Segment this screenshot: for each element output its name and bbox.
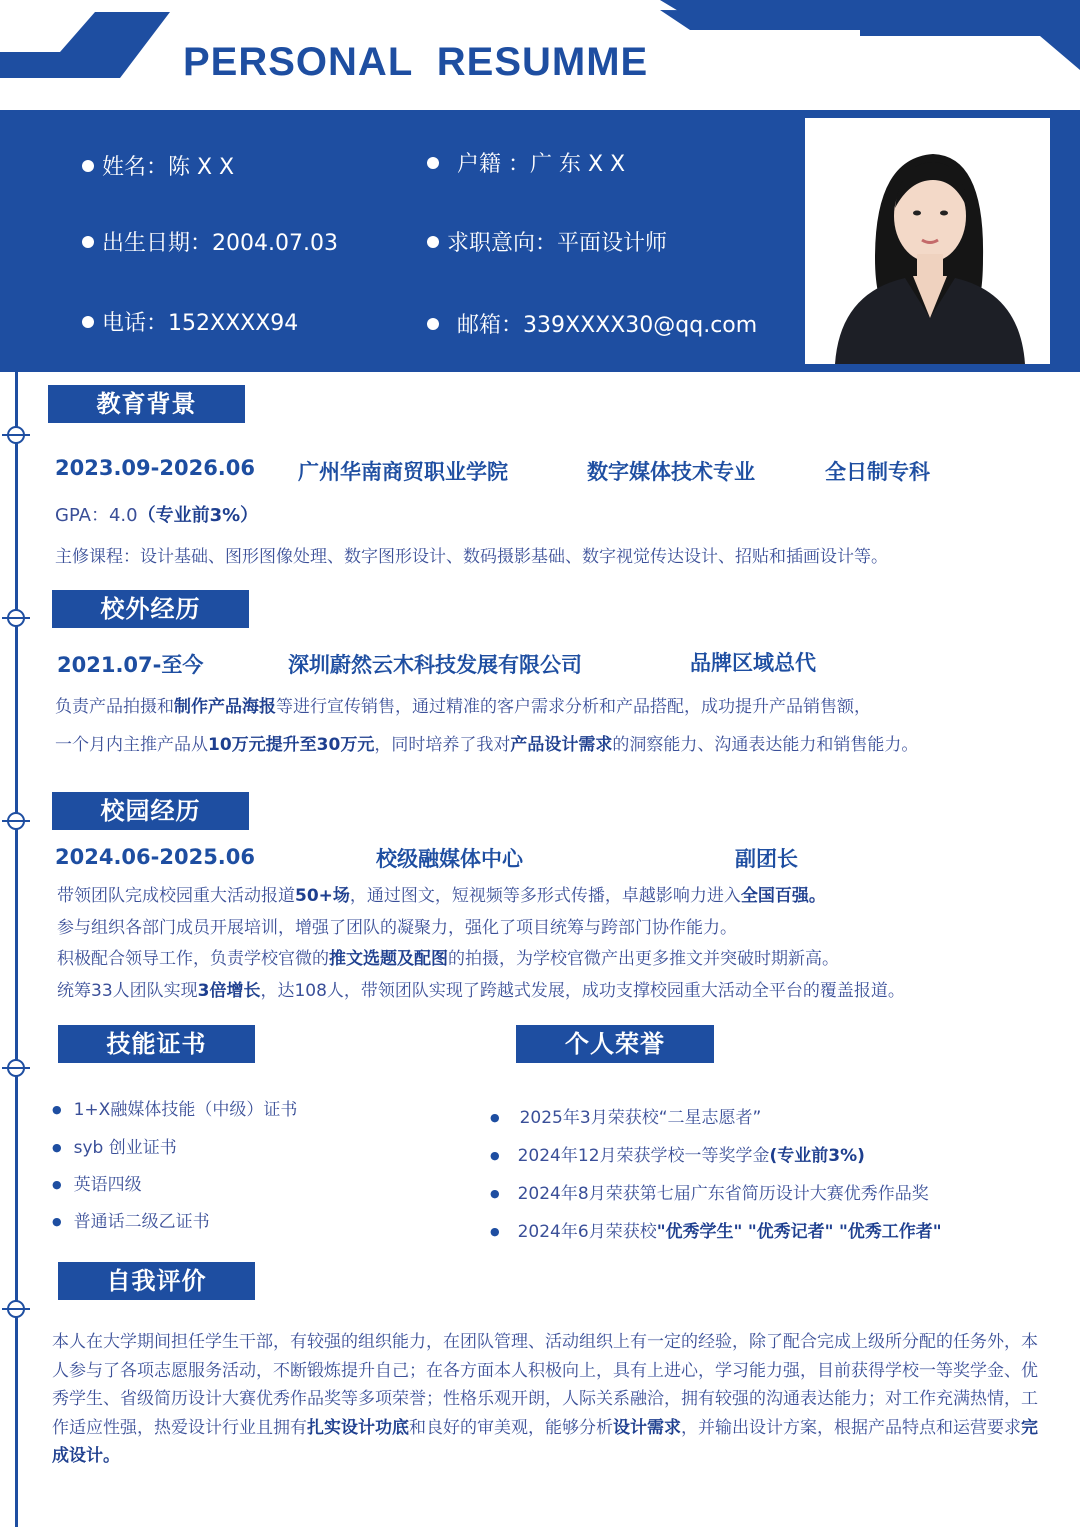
bullet-icon <box>427 236 439 248</box>
campus-role: 副团长 <box>735 847 798 871</box>
section-heading-external: 校外经历 <box>52 590 249 628</box>
campus-desc-line4: 统筹33人团队实现3倍增长，达108人，带领团队实现了跨越式发展，成功支撑校园重大活动全平台的覆盖报道。 <box>57 981 905 1001</box>
bullet-icon <box>82 316 94 328</box>
section-heading-campus: 校园经历 <box>52 792 249 830</box>
education-gpa: GPA：4.0（专业前3%） <box>55 505 259 526</box>
skill-item: ● syb 创业证书 <box>52 1133 177 1158</box>
campus-desc-line2: 参与组织各部门成员开展培训，增强了团队的凝聚力，强化了项目统筹与跨部门协作能力。 <box>57 918 737 938</box>
education-period: 2023.09-2026.06 <box>55 456 256 480</box>
self-evaluation-text: 本人在大学期间担任学生干部，有较强的组织能力，在团队管理、活动组织上有一定的经验，除了配合完成上级所分配的任务外，本人参与了各项志愿服务活动，不断锻炼提升自己；在各方面本人积极向上，具有上进心，学习能力强，目前获得学校一等奖学金、优秀学生、省级简历设计大赛优秀作品奖等多项荣誉；性格乐观开朗，人际关系融洽，拥有较强的沟通表达能力；对工作充满热情，工作适应性强，热爱设计行业且拥有扎实设计功底和良好的审美观，能够分析设计需求，并输出设计方案，根据产品特点和运营要求完成设计。 <box>52 1332 1038 1466</box>
bullet-icon <box>82 160 94 172</box>
bullet-icon <box>82 236 94 248</box>
education-degree: 全日制专科 <box>825 460 930 484</box>
section-heading-skills: 技能证书 <box>58 1025 255 1063</box>
timeline-line <box>15 372 18 1527</box>
skill-item: ● 1+X融媒体技能（中级）证书 <box>52 1095 297 1120</box>
external-role: 品牌区域总代 <box>690 651 816 675</box>
section-heading-self: 自我评价 <box>58 1262 255 1300</box>
skill-item: ● 普通话二级乙证书 <box>52 1207 210 1232</box>
timeline-node <box>7 812 25 830</box>
honor-item: ● 2024年12月荣获学校一等奖学金(专业前3%) <box>490 1141 865 1166</box>
honor-item: ● 2025年3月荣获校“二星志愿者” <box>490 1103 761 1128</box>
info-birth: 出生日期：2004.07.03 <box>82 226 338 257</box>
education-major: 数字媒体技术专业 <box>587 460 755 484</box>
timeline-node <box>7 1059 25 1077</box>
honor-item: ● 2024年8月荣获第七届广东省简历设计大赛优秀作品奖 <box>490 1179 929 1204</box>
external-period: 2021.07-至今 <box>57 653 204 677</box>
external-company: 深圳蔚然云木科技发展有限公司 <box>288 653 582 677</box>
timeline-node <box>7 1300 25 1318</box>
campus-period: 2024.06-2025.06 <box>55 845 256 869</box>
page-title: PERSONAL RESUMME <box>183 40 649 84</box>
section-heading-education: 教育背景 <box>48 385 245 423</box>
info-hometown: 户籍 ：广 东 X X <box>427 147 625 178</box>
campus-desc-line3: 积极配合领导工作，负责学校官微的推文选题及配图的拍摄，为学校官微产出更多推文并突破时期新高。 <box>57 949 839 969</box>
timeline-node <box>7 426 25 444</box>
external-desc-line2: 一个月内主推产品从10万元提升至30万元，同时培养了我对产品设计需求的洞察能力、沟通表达能力和销售能力。 <box>55 735 919 755</box>
bullet-icon <box>427 318 439 330</box>
skill-item: ● 英语四级 <box>52 1170 142 1195</box>
profile-photo <box>805 118 1050 364</box>
info-email: 邮箱：339XXXX30@qq.com <box>427 308 757 339</box>
honor-item: ● 2024年6月荣获校"优秀学生" "优秀记者" "优秀工作者" <box>490 1217 942 1242</box>
timeline-node <box>7 609 25 627</box>
info-intent: 求职意向：平面设计师 <box>427 226 667 257</box>
info-name: 姓名：陈 X X <box>82 150 234 181</box>
campus-desc-line1: 带领团队完成校园重大活动报道50+场，通过图文，短视频等多形式传播，卓越影响力进入全国百强。 <box>57 886 826 906</box>
external-desc-line1: 负责产品拍摄和制作产品海报等进行宣传销售，通过精准的客户需求分析和产品搭配，成功提升产品销售额， <box>55 697 871 717</box>
campus-org: 校级融媒体中心 <box>376 847 523 871</box>
education-school: 广州华南商贸职业学院 <box>298 460 508 484</box>
bullet-icon <box>427 157 439 169</box>
section-heading-honors: 个人荣誉 <box>516 1025 714 1063</box>
education-courses: 主修课程：设计基础、图形图像处理、数字图形设计、数码摄影基础、数字视觉传达设计、招贴和插画设计等。 <box>55 547 888 567</box>
info-phone: 电话：152XXXX94 <box>82 306 298 337</box>
